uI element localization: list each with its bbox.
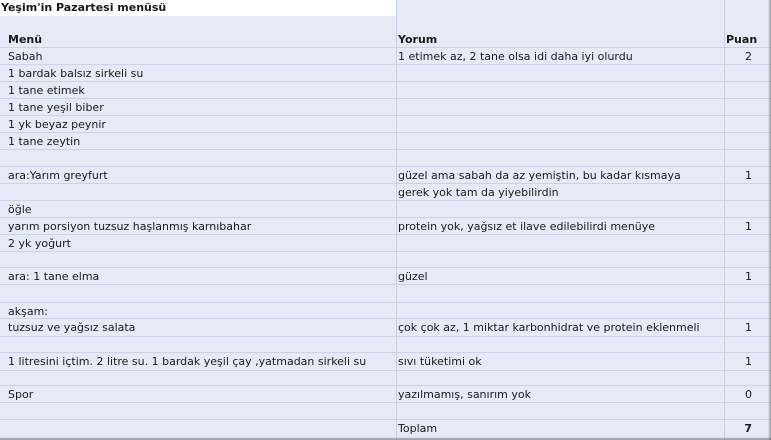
comment-cell[interactable] <box>398 285 722 302</box>
menu-cell[interactable] <box>8 420 394 438</box>
score-cell[interactable] <box>726 150 752 166</box>
table-row <box>0 116 771 133</box>
table-row <box>0 285 771 303</box>
table-row <box>0 319 771 337</box>
menu-cell[interactable]: Spor <box>8 388 34 401</box>
score-cell[interactable] <box>726 235 752 251</box>
score-cell[interactable] <box>726 82 752 98</box>
score-cell[interactable]: 1 <box>745 321 752 334</box>
table-row <box>0 386 771 403</box>
table-row <box>0 235 771 252</box>
menu-cell[interactable]: 1 tane yeşil biber <box>8 101 104 114</box>
score-cell[interactable] <box>726 99 752 115</box>
menu-cell[interactable] <box>8 150 394 166</box>
sheet-title[interactable]: Yeşim'in Pazartesi menüsü <box>0 0 396 16</box>
score-cell[interactable]: 1 <box>745 355 752 368</box>
table-row <box>0 184 771 201</box>
comment-cell[interactable] <box>398 133 722 149</box>
menu-cell[interactable]: 1 litresini içtim. 2 litre su. 1 bardak yeşil çay ,yatmadan sirkeli su <box>8 355 367 368</box>
menu-cell[interactable] <box>8 285 394 302</box>
score-cell[interactable]: 0 <box>745 388 752 401</box>
menu-cell[interactable]: 1 tane etimek <box>8 84 85 97</box>
table-row <box>0 303 771 319</box>
table-row <box>0 48 771 65</box>
score-cell[interactable]: 2 <box>745 50 752 63</box>
menu-cell[interactable]: ara: 1 tane elma <box>8 270 100 283</box>
score-cell[interactable] <box>726 133 752 149</box>
header-score[interactable]: Puan <box>726 33 758 46</box>
comment-cell[interactable]: güzel ama sabah da az yemiştin, bu kadar kısmaya <box>398 169 681 182</box>
menu-cell[interactable] <box>8 184 394 200</box>
comment-cell[interactable]: Toplam <box>398 422 438 435</box>
score-cell[interactable] <box>726 252 752 267</box>
comment-cell[interactable]: çok çok az, 1 miktar karbonhidrat ve protein eklenmeli <box>398 321 700 334</box>
header-menu[interactable]: Menü <box>8 33 43 46</box>
comment-cell[interactable] <box>398 252 722 267</box>
comment-cell[interactable]: gerek yok tam da yiyebilirdin <box>398 186 559 199</box>
table-row <box>0 99 771 116</box>
table-row <box>0 150 771 167</box>
comment-cell[interactable] <box>398 150 722 166</box>
menu-cell[interactable]: 1 tane zeytin <box>8 135 81 148</box>
score-cell[interactable] <box>726 303 752 318</box>
table-row <box>0 371 771 386</box>
comment-cell[interactable] <box>398 371 722 385</box>
menu-cell[interactable]: öğle <box>8 203 32 216</box>
comment-cell[interactable] <box>398 99 722 115</box>
score-cell[interactable] <box>726 285 752 302</box>
comment-cell[interactable] <box>398 65 722 81</box>
menu-cell[interactable]: 1 bardak balsız sirkeli su <box>8 67 144 80</box>
score-cell[interactable]: 1 <box>745 169 752 182</box>
score-cell[interactable] <box>726 184 752 200</box>
table-row <box>0 252 771 268</box>
comment-cell[interactable] <box>398 403 722 419</box>
menu-cell[interactable] <box>8 371 394 385</box>
score-cell[interactable]: 1 <box>745 220 752 233</box>
comment-cell[interactable]: yazılmamış, sanırım yok <box>398 388 531 401</box>
menu-cell[interactable]: 2 yk yoğurt <box>8 237 71 250</box>
comment-cell[interactable] <box>398 116 722 132</box>
comment-cell[interactable] <box>398 337 722 352</box>
comment-cell[interactable] <box>398 235 722 251</box>
comment-cell[interactable] <box>398 303 722 318</box>
table-row <box>0 201 771 218</box>
table-row <box>0 167 771 184</box>
score-cell[interactable] <box>726 65 752 81</box>
table-row <box>0 353 771 371</box>
menu-cell[interactable]: akşam: <box>8 305 49 318</box>
menu-cell[interactable]: yarım porsiyon tuzsuz haşlanmış karnıbahar <box>8 220 252 233</box>
menu-cell[interactable]: ara:Yarım greyfurt <box>8 169 108 182</box>
menu-cell[interactable] <box>8 252 394 267</box>
table-row <box>0 337 771 353</box>
score-cell[interactable] <box>726 371 752 385</box>
table-row <box>0 403 771 420</box>
table-row <box>0 65 771 82</box>
menu-cell[interactable]: tuzsuz ve yağsız salata <box>8 321 136 334</box>
comment-cell[interactable]: protein yok, yağsız et ilave edilebilirdi menüye <box>398 220 656 233</box>
comment-cell[interactable] <box>398 201 722 217</box>
score-cell[interactable] <box>726 403 752 419</box>
header-row <box>0 31 771 48</box>
score-cell[interactable]: 1 <box>745 270 752 283</box>
table-row <box>0 268 771 285</box>
score-cell[interactable] <box>726 116 752 132</box>
header-comment[interactable]: Yorum <box>398 33 438 46</box>
table-row <box>0 133 771 150</box>
comment-cell[interactable]: 1 etimek az, 2 tane olsa idi daha iyi olurdu <box>398 50 633 63</box>
comment-cell[interactable]: güzel <box>398 270 428 283</box>
table-row <box>0 82 771 99</box>
menu-cell[interactable] <box>8 337 394 352</box>
comment-cell[interactable]: sıvı tüketimi ok <box>398 355 482 368</box>
comment-cell[interactable] <box>398 82 722 98</box>
menu-cell[interactable]: Sabah <box>8 50 43 63</box>
menu-cell[interactable] <box>8 403 394 419</box>
score-cell[interactable] <box>726 337 752 352</box>
score-cell[interactable] <box>726 201 752 217</box>
score-cell[interactable]: 7 <box>744 422 752 435</box>
menu-cell[interactable]: 1 yk beyaz peynir <box>8 118 106 131</box>
table-row <box>0 218 771 235</box>
